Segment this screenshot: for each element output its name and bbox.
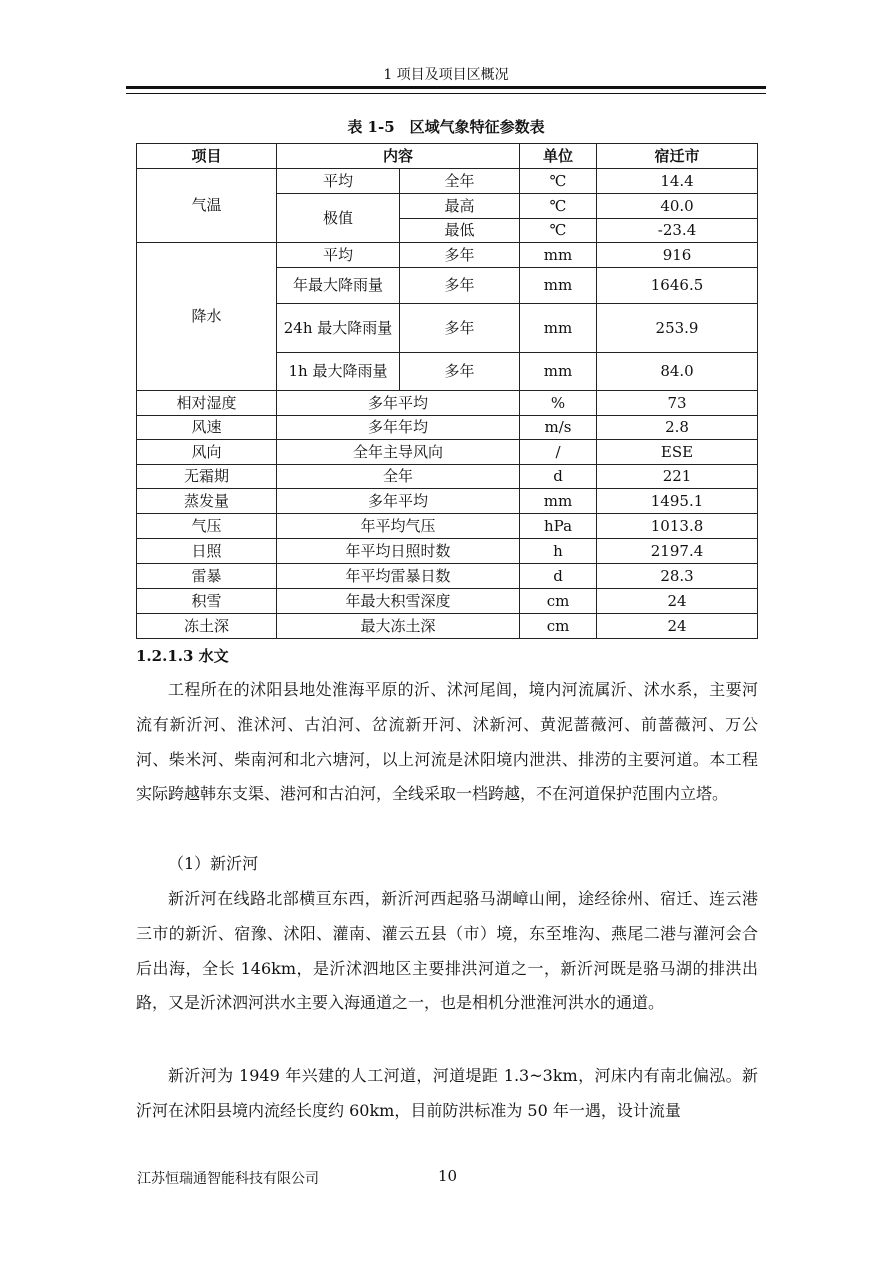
content-cell: 多年平均 bbox=[277, 391, 520, 416]
table-row bbox=[137, 614, 758, 639]
item-cell: 蒸发量 bbox=[137, 489, 277, 514]
item-cell: 气温 bbox=[137, 169, 277, 243]
period-cell: 多年 bbox=[400, 268, 520, 304]
content-cell: 年平均气压 bbox=[277, 514, 520, 539]
page-number: 10 bbox=[438, 1167, 458, 1185]
unit-cell: mm bbox=[520, 489, 597, 514]
item-cell: 气压 bbox=[137, 514, 277, 539]
table-row bbox=[137, 440, 758, 465]
paragraph-xinyi-river: 新沂河在线路北部横亘东西，新沂河西起骆马湖嶂山闸，途经徐州、宿迁、连云港三市的新沂、宿豫、沭阳、灌南、灌云五县（市）境，东至堆沟、燕尾二港与灌河会合后出海，全长 146km，是沂沭泗地区主要排洪河道之一，新沂河既是骆马湖的排洪出路，又是沂沭泗河洪水主要入海通道之一，也是相机分泄淮河洪水的通道。 bbox=[136, 889, 758, 1013]
content-cell: 平均 bbox=[277, 169, 400, 194]
table-caption: 表 1-5 区域气象特征参数表 bbox=[347, 118, 545, 136]
value-cell: 24 bbox=[597, 589, 758, 614]
content-cell: 极值 bbox=[277, 194, 400, 243]
footer-company: 江苏恒瑞通智能科技有限公司 bbox=[137, 1171, 319, 1187]
value-cell: ESE bbox=[597, 440, 758, 465]
header-city: 宿迁市 bbox=[597, 144, 758, 169]
table-row bbox=[137, 391, 758, 416]
period-cell: 最高 bbox=[400, 194, 520, 219]
item-cell: 日照 bbox=[137, 539, 277, 564]
content-cell: 全年 bbox=[277, 465, 520, 489]
table-row bbox=[137, 539, 758, 564]
item-cell: 积雪 bbox=[137, 589, 277, 614]
value-cell: 1646.5 bbox=[597, 268, 758, 304]
paragraph-xinyi-river-2: 新沂河为 1949 年兴建的人工河道，河道堤距 1.3~3km，河床内有南北偏泓。新沂河在沭阳县境内流经长度约 60km，目前防洪标准为 50 年一遇，设计流量 bbox=[136, 1066, 758, 1120]
content-cell: 1h 最大降雨量 bbox=[277, 353, 400, 391]
unit-cell: cm bbox=[520, 589, 597, 614]
item-cell: 风速 bbox=[137, 416, 277, 440]
table-row bbox=[137, 514, 758, 539]
content-cell: 24h 最大降雨量 bbox=[277, 304, 400, 353]
content-cell: 年平均日照时数 bbox=[277, 539, 520, 564]
item-cell: 降水 bbox=[137, 243, 277, 391]
table-row bbox=[137, 416, 758, 440]
unit-cell: d bbox=[520, 465, 597, 489]
item-cell: 相对湿度 bbox=[137, 391, 277, 416]
header-rule-thick bbox=[126, 86, 766, 89]
table-row bbox=[137, 243, 758, 268]
unit-cell: % bbox=[520, 391, 597, 416]
period-cell: 全年 bbox=[400, 169, 520, 194]
value-cell: 84.0 bbox=[597, 353, 758, 391]
paragraph-hydrology: 工程所在的沭阳县地处淮海平原的沂、沭河尾闾，境内河流属沂、沭水系，主要河流有新沂河、淮沭河、古泊河、岔流新开河、沭新河、黄泥蔷薇河、前蔷薇河、万公河、柴米河、柴南河和北六塘河，以上河流是沭阳境内泄洪、排涝的主要河道。本工程实际跨越韩东支渠、港河和古泊河，全线采取一档跨越，不在河道保护范围内立塔。 bbox=[136, 680, 758, 804]
header-item: 项目 bbox=[137, 144, 277, 169]
period-cell: 多年 bbox=[400, 353, 520, 391]
value-cell: 2.8 bbox=[597, 416, 758, 440]
table-row bbox=[137, 465, 758, 489]
period-cell: 最低 bbox=[400, 219, 520, 243]
subheading-xinyi-river: （1）新沂河 bbox=[168, 854, 259, 873]
content-cell: 多年平均 bbox=[277, 489, 520, 514]
table-row bbox=[137, 169, 758, 194]
item-cell: 风向 bbox=[137, 440, 277, 465]
value-cell: 24 bbox=[597, 614, 758, 639]
unit-cell: mm bbox=[520, 268, 597, 304]
unit-cell: h bbox=[520, 539, 597, 564]
header-title: 1 项目及项目区概况 bbox=[383, 67, 509, 83]
content-cell: 年最大降雨量 bbox=[277, 268, 400, 304]
header-rule-thin bbox=[126, 93, 766, 94]
item-cell: 冻土深 bbox=[137, 614, 277, 639]
value-cell: 221 bbox=[597, 465, 758, 489]
table-row bbox=[137, 564, 758, 589]
unit-cell: mm bbox=[520, 243, 597, 268]
content-cell: 年最大积雪深度 bbox=[277, 589, 520, 614]
section-heading: 1.2.1.3 水文 bbox=[136, 647, 229, 665]
value-cell: 2197.4 bbox=[597, 539, 758, 564]
table-row bbox=[137, 589, 758, 614]
item-cell: 雷暴 bbox=[137, 564, 277, 589]
unit-cell: d bbox=[520, 564, 597, 589]
climate-table bbox=[136, 143, 758, 639]
unit-cell: / bbox=[520, 440, 597, 465]
period-cell: 多年 bbox=[400, 304, 520, 353]
unit-cell: ℃ bbox=[520, 219, 597, 243]
unit-cell: mm bbox=[520, 353, 597, 391]
value-cell: 14.4 bbox=[597, 169, 758, 194]
unit-cell: hPa bbox=[520, 514, 597, 539]
item-cell: 无霜期 bbox=[137, 465, 277, 489]
content-cell: 多年年均 bbox=[277, 416, 520, 440]
value-cell: 1013.8 bbox=[597, 514, 758, 539]
header-unit: 单位 bbox=[520, 144, 597, 169]
value-cell: 253.9 bbox=[597, 304, 758, 353]
table-row bbox=[137, 489, 758, 514]
content-cell: 全年主导风向 bbox=[277, 440, 520, 465]
table-header-row bbox=[137, 144, 758, 169]
value-cell: 916 bbox=[597, 243, 758, 268]
unit-cell: ℃ bbox=[520, 169, 597, 194]
unit-cell: cm bbox=[520, 614, 597, 639]
content-cell: 平均 bbox=[277, 243, 400, 268]
value-cell: 40.0 bbox=[597, 194, 758, 219]
content-cell: 最大冻土深 bbox=[277, 614, 520, 639]
content-cell: 年平均雷暴日数 bbox=[277, 564, 520, 589]
value-cell: 1495.1 bbox=[597, 489, 758, 514]
header-content: 内容 bbox=[277, 144, 520, 169]
unit-cell: ℃ bbox=[520, 194, 597, 219]
period-cell: 多年 bbox=[400, 243, 520, 268]
unit-cell: m/s bbox=[520, 416, 597, 440]
unit-cell: mm bbox=[520, 304, 597, 353]
value-cell: 73 bbox=[597, 391, 758, 416]
value-cell: 28.3 bbox=[597, 564, 758, 589]
value-cell: -23.4 bbox=[597, 219, 758, 243]
